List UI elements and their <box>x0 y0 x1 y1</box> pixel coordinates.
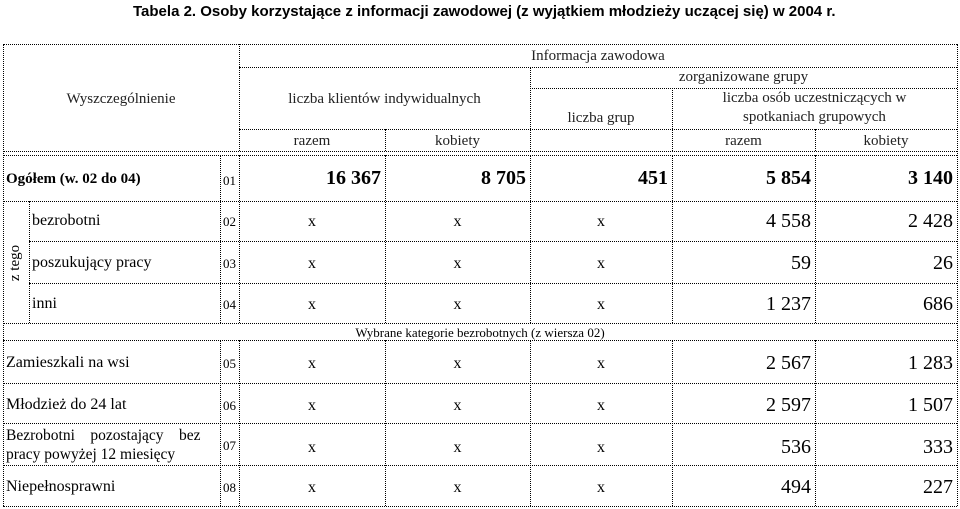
cell-women: 8 705 <box>481 167 526 189</box>
cell-women: x <box>453 355 462 372</box>
row-label: poszukujący pracy <box>32 254 152 271</box>
cell-groups: x <box>597 355 605 372</box>
cell-total: x <box>308 479 316 496</box>
cell-participants-women: 2 428 <box>908 210 953 232</box>
header-individual: liczba klientów indywidualnych <box>288 91 481 107</box>
cell-total: x <box>308 397 316 414</box>
table-title: Tabela 2. Osoby korzystające z informacji zawodowej (z wyjątkiem młodzieży uczącej się) w 2004 r. <box>133 3 836 20</box>
cell-participants-women: 686 <box>923 293 953 315</box>
cell-women: x <box>453 296 462 313</box>
cell-women: x <box>453 479 462 496</box>
cell-total: x <box>308 355 316 372</box>
cell-total: x <box>308 213 316 230</box>
cell-groups: x <box>597 255 605 272</box>
cell-participants-women: 1 507 <box>908 394 953 416</box>
cell-groups: x <box>597 296 605 313</box>
cell-participants: 5 854 <box>766 167 811 189</box>
row-label: Młodzież do 24 lat <box>6 396 127 413</box>
cell-women: x <box>453 255 462 272</box>
row-label: Zamieszkali na wsi <box>6 354 130 371</box>
header-women-2: kobiety <box>863 133 909 149</box>
cell-groups: x <box>597 213 605 230</box>
cell-participants: 494 <box>781 476 811 498</box>
cell-participants: 1 237 <box>766 293 811 315</box>
cell-total: x <box>308 296 316 313</box>
row-label: bezrobotni <box>32 212 101 229</box>
cell-participants-women: 227 <box>923 476 953 498</box>
row-code: 02 <box>223 214 236 229</box>
header-info: Informacja zawodowa <box>531 48 665 64</box>
row-code: 01 <box>223 173 236 188</box>
row-label-line-2: pracy powyżej 12 miesięcy <box>6 446 176 463</box>
cell-participants: 4 558 <box>766 210 811 232</box>
cell-women: x <box>453 213 462 230</box>
cell-total: x <box>308 439 316 456</box>
cell-participants: 2 567 <box>766 352 811 374</box>
cell-women: x <box>453 439 462 456</box>
header-total-2: razem <box>725 133 762 149</box>
cell-groups: 451 <box>638 167 668 189</box>
row-code: 07 <box>223 438 236 453</box>
cell-groups: x <box>597 397 605 414</box>
cell-groups: x <box>597 479 605 496</box>
cell-participants-women: 26 <box>933 252 953 274</box>
cell-total: 16 367 <box>326 167 381 189</box>
cell-participants: 59 <box>791 252 811 274</box>
cell-participants-women: 1 283 <box>908 352 953 374</box>
row-label: Ogółem (w. 02 do 04) <box>6 171 141 187</box>
row-label-line-1: Bezrobotni pozostający bez <box>6 427 201 444</box>
row-label: inni <box>32 295 57 312</box>
header-participants-1: liczba osób uczestniczących w <box>722 90 907 106</box>
row-code: 06 <box>223 398 236 413</box>
cell-groups: x <box>597 439 605 456</box>
side-label: z tego <box>7 244 23 282</box>
row-code: 08 <box>223 480 236 495</box>
header-women: kobiety <box>435 133 480 149</box>
row-label: Niepełnosprawni <box>6 478 116 495</box>
row-code: 03 <box>223 256 236 271</box>
header-spec: Wyszczególnienie <box>66 91 176 107</box>
cell-total: x <box>308 255 316 272</box>
row-code: 04 <box>223 297 236 312</box>
row-code: 05 <box>223 356 236 371</box>
section-label: Wybrane kategorie bezrobotnych (z wiersza 02) <box>355 325 605 340</box>
cell-participants: 2 597 <box>766 394 811 416</box>
header-groups: zorganizowane grupy <box>678 69 809 85</box>
cell-participants: 536 <box>781 436 811 458</box>
cell-participants-women: 3 140 <box>908 167 953 189</box>
header-num-groups: liczba grup <box>567 110 635 126</box>
header-participants-2: spotkaniach grupowych <box>743 109 886 125</box>
header-total: razem <box>293 133 331 149</box>
cell-participants-women: 333 <box>923 436 953 458</box>
cell-women: x <box>453 397 462 414</box>
